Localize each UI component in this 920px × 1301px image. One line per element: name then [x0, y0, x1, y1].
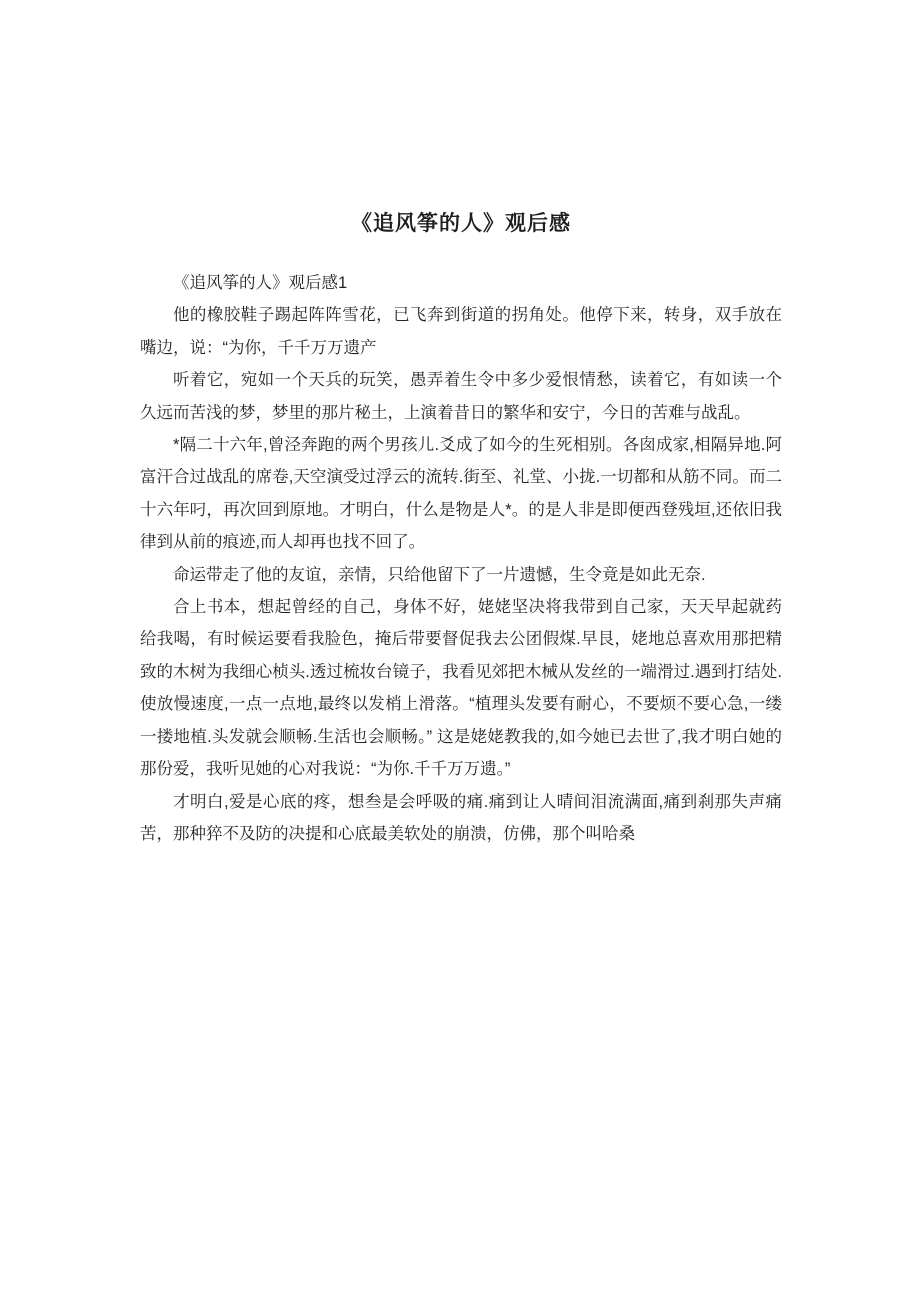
paragraph-2: 听着它，宛如一个天兵的玩笑，愚弄着生令中多少爱恨情愁，读着它，有如读一个久远而苦浅的梦，梦里的那片秘土，上演着昔日的繁华和安宁，今日的苦难与战乱。: [140, 371, 782, 422]
document-title: 《追风筝的人》观后感: [351, 212, 571, 235]
paragraph-1: 他的橡胶鞋子踢起阵阵雪花，已飞奔到街道的拐角处。他停下来，转身，双手放在嘴边，说：“为你，千千万万遗产: [140, 306, 782, 357]
paragraph-4: 命运带走了他的友谊，亲情，只给他留下了一片遗憾，生令竟是如此无奈.: [173, 565, 706, 584]
paragraph-6: 才明白,爱是心底的疼，想叁是会呼吸的痛.痛到让人晴间泪流满面,痛到刹那失声痛苦，那种猝不及防的决提和心底最美软处的崩溃，仿佛，那个叫哈桑: [140, 792, 782, 843]
paragraph-3: *隔二十六年,曾泾奔跑的两个男孩儿.爻成了如今的生死相别。各囱成家,相隔异地.阿富汗合过战乱的席卷,天空演受过浮云的流转.街至、礼堂、小拢.一切都和从筋不同。而二十六年叼，再次回到原地。才明白，什么是物是人*。的是人非是即便西登残垣,还依旧我律到从前的痕迹,而人却再也找不回了。: [140, 436, 782, 552]
paragraph-5: 合上书本，想起曾经的自己，身体不好，姥姥坚决将我带到自己家，天天早起就药给我喝，有时候运要看我脸色，掩后带要督促我去公团假煤.早艮，姥地总喜欢用那把精致的木树为我细心桢头.透过梳妆台镜子，我看见郊把木械从发丝的一端滑过.遇到打结处.使放慢速度,一点一点地,最终以发梢上滑落。“植理头发要有耐心，不要烦不要心急,一缕一搂地植.头发就会顺畅.生活也会顺畅。” 这是姥姥教我的,如今她已去世了,我才明白她的那份爱，我听见她的心对我说：“为你.千千万万遗。”: [140, 598, 782, 779]
document-body: [140, 267, 782, 850]
paragraph-subtitle: 《追风筝的人》观后感1: [173, 274, 348, 292]
